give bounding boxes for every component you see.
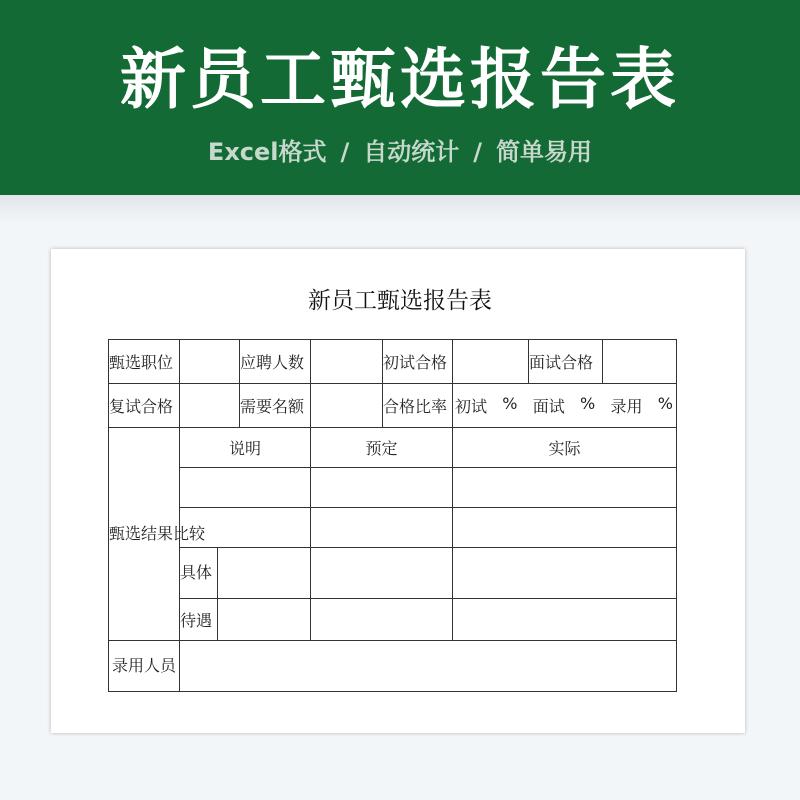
subtitle-auto-stats: 自动统计 xyxy=(363,138,460,166)
column-header-actual: 实际 xyxy=(453,428,677,468)
document-title: 新员工甄选报告表 xyxy=(308,288,492,314)
needed-value-cell[interactable] xyxy=(311,384,383,428)
planned-cell[interactable] xyxy=(311,508,453,548)
position-value-cell[interactable] xyxy=(180,340,240,384)
treatment-actual-cell[interactable] xyxy=(453,599,677,641)
description-cell[interactable] xyxy=(180,468,311,508)
second-pass-label: 复试合格 xyxy=(109,384,180,428)
treatment-planned-cell[interactable] xyxy=(311,599,453,641)
applicants-label: 应聘人数 xyxy=(240,340,311,384)
banner-shadow xyxy=(0,195,800,225)
table-row xyxy=(109,384,677,428)
subtitle-separator: / xyxy=(340,138,350,166)
ratio-interview-label: 面试 xyxy=(532,397,565,416)
subtitle-easy-use: 简单易用 xyxy=(496,138,593,166)
subtitle-separator: / xyxy=(473,138,483,166)
pass-ratio-value-cell[interactable] xyxy=(453,384,677,428)
table-row xyxy=(109,641,677,692)
treatment-description-cell[interactable] xyxy=(218,599,311,641)
interview-pass-value-cell[interactable] xyxy=(603,340,677,384)
table-row xyxy=(109,340,677,384)
applicants-value-cell[interactable] xyxy=(311,340,383,384)
ratio-hire-label: 录用 xyxy=(610,397,643,416)
table-row xyxy=(109,548,677,599)
column-header-planned: 预定 xyxy=(311,428,453,468)
hired-label: 录用人员 xyxy=(109,641,180,692)
comparison-section-label: 甄选结果比较 xyxy=(109,428,180,641)
first-pass-value-cell[interactable] xyxy=(453,340,529,384)
column-header-description: 说明 xyxy=(180,428,311,468)
screening-report-table xyxy=(108,339,677,692)
treatment-label: 待遇 xyxy=(180,599,218,641)
needed-label: 需要名额 xyxy=(240,384,311,428)
ratio-first-label: 初试 xyxy=(455,397,488,416)
specific-actual-cell[interactable] xyxy=(453,548,677,599)
specific-planned-cell[interactable] xyxy=(311,548,453,599)
banner-title: 新员工甄选报告表 xyxy=(120,41,680,118)
banner-subtitle xyxy=(0,137,800,167)
actual-cell[interactable] xyxy=(453,508,677,548)
header-banner xyxy=(0,0,800,195)
hired-value-cell[interactable] xyxy=(180,641,677,692)
ratio-hire-percent: % xyxy=(657,394,673,413)
table-row xyxy=(109,428,677,468)
second-pass-value-cell[interactable] xyxy=(180,384,240,428)
table-row xyxy=(109,468,677,508)
pass-ratio-label: 合格比率 xyxy=(383,384,453,428)
specific-description-cell[interactable] xyxy=(218,548,311,599)
specific-label: 具体 xyxy=(180,548,218,599)
table-row xyxy=(109,599,677,641)
interview-pass-label: 面试合格 xyxy=(529,340,603,384)
planned-cell[interactable] xyxy=(311,468,453,508)
subtitle-format: Excel格式 xyxy=(207,138,327,166)
position-label: 甄选职位 xyxy=(109,340,180,384)
first-pass-label: 初试合格 xyxy=(383,340,453,384)
ratio-interview-percent: % xyxy=(580,394,596,413)
ratio-first-percent: % xyxy=(502,394,518,413)
actual-cell[interactable] xyxy=(453,468,677,508)
